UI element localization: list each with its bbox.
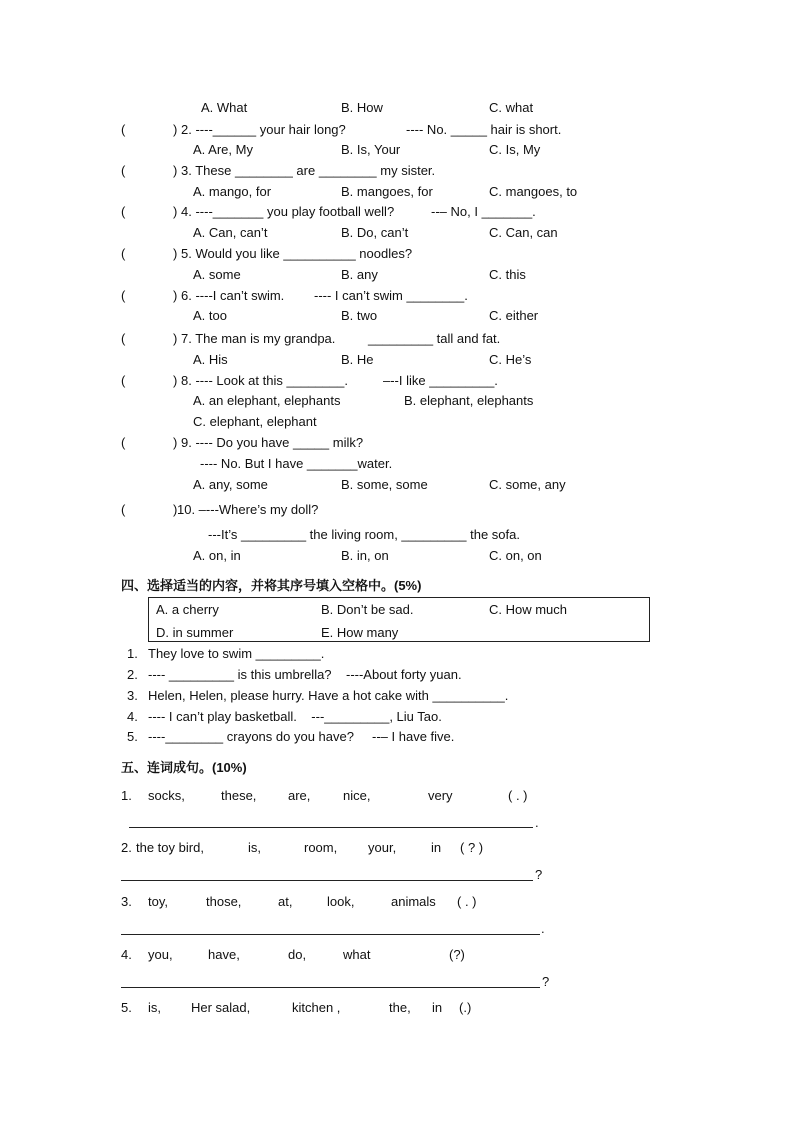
fill-item-number: 2.	[127, 667, 138, 682]
option-b: B. some, some	[341, 477, 428, 492]
question-reply: ---- I can’t swim ________.	[314, 288, 468, 303]
reorder-item-number: 2.	[121, 840, 132, 855]
reorder-word: ( ? )	[460, 840, 484, 855]
reorder-item-number: 3.	[121, 894, 132, 909]
fill-item-text: They love to swim _________.	[148, 646, 325, 661]
answer-paren-close: )	[173, 246, 178, 261]
answer-paren-close: )	[173, 122, 178, 137]
option-a: A. Are, My	[193, 142, 253, 157]
reorder-word: ( . )	[508, 788, 528, 803]
reorder-word: what	[343, 947, 371, 962]
reorder-word: very	[428, 788, 453, 803]
option-b: B. Do, can’t	[341, 225, 409, 240]
answer-paren-close: )	[173, 502, 178, 517]
fill-item-text: Helen, Helen, please hurry. Have a hot cake with __________.	[148, 688, 509, 703]
reorder-word: (.)	[459, 1000, 472, 1015]
choice-e: E. How many	[321, 625, 399, 640]
choice-c: C. How much	[489, 602, 568, 617]
option-a: A. an elephant, elephants	[193, 393, 341, 408]
option-a: A. on, in	[193, 548, 241, 563]
question-reply: _________ tall and fat.	[368, 331, 501, 346]
option-a: A. mango, for	[193, 184, 272, 199]
fill-item-number: 1.	[127, 646, 138, 661]
option-b: B. two	[341, 308, 378, 323]
reorder-word: are,	[288, 788, 311, 803]
answer-paren-open: (	[121, 163, 126, 178]
answer-paren-open: (	[121, 288, 126, 303]
option-a: A. His	[193, 352, 228, 367]
option-b: B. mangoes, for	[341, 184, 433, 199]
fill-item-text: ---- I can’t play basketball. ---_________, Liu Tao.	[148, 709, 442, 724]
answer-paren-close: )	[173, 163, 178, 178]
answer-paren-open: (	[121, 246, 126, 261]
fill-item-number: 5.	[127, 729, 138, 744]
reorder-word: (?)	[449, 947, 465, 962]
reorder-word: your,	[368, 840, 397, 855]
question-reply: ---It’s _________ the living room, _________ the sofa.	[208, 527, 520, 542]
choice-b: B. Don’t be sad.	[321, 602, 414, 617]
option-c: C. this	[489, 267, 526, 282]
reorder-word: those,	[206, 894, 242, 909]
answer-paren-open: (	[121, 122, 126, 137]
answer-paren-open: (	[121, 435, 126, 450]
q1-option-c: C. what	[489, 100, 534, 115]
reorder-word: animals	[391, 894, 436, 909]
fill-item-number: 4.	[127, 709, 138, 724]
question-stem: 2. ----______ your hair long?	[181, 122, 346, 137]
question-stem: 5. Would you like __________ noodles?	[181, 246, 413, 261]
reorder-word: is,	[148, 1000, 161, 1015]
reorder-word: kitchen ,	[292, 1000, 341, 1015]
answer-paren-close: )	[173, 204, 178, 219]
q1-option-a: A. What	[201, 100, 248, 115]
reorder-word: nice,	[343, 788, 371, 803]
option-b: B. Is, Your	[341, 142, 401, 157]
answer-paren-close: )	[173, 331, 178, 346]
answer-line-end: ?	[535, 867, 543, 882]
reorder-word: in	[431, 840, 442, 855]
answer-line-end: ?	[542, 974, 550, 989]
option-b: B. elephant, elephants	[404, 393, 534, 408]
option-c: C. either	[489, 308, 539, 323]
reorder-word: socks,	[148, 788, 185, 803]
fill-item-text: ---- _________ is this umbrella? ----About forty yuan.	[148, 667, 462, 682]
option-c: C. mangoes, to	[489, 184, 578, 199]
option-b: B. in, on	[341, 548, 389, 563]
answer-paren-close: )	[173, 288, 178, 303]
reorder-word: the toy bird,	[136, 840, 204, 855]
option-c: C. He’s	[489, 352, 532, 367]
answer-paren-close: )	[173, 435, 178, 450]
option-b: B. He	[341, 352, 374, 367]
option-a: A. any, some	[193, 477, 268, 492]
reorder-word: do,	[288, 947, 307, 962]
fill-item-number: 3.	[127, 688, 138, 703]
answer-line[interactable]	[129, 827, 533, 828]
answer-paren-open: (	[121, 373, 126, 388]
option-c: C. on, on	[489, 548, 542, 563]
question-reply: ---- No. But I have _______water.	[200, 456, 393, 471]
question-stem: 10. –---Where’s my doll?	[177, 502, 319, 517]
reorder-word: is,	[248, 840, 261, 855]
option-c: C. some, any	[489, 477, 566, 492]
option-a: A. some	[193, 267, 241, 282]
answer-paren-open: (	[121, 204, 126, 219]
question-stem: 6. ----I can’t swim.	[181, 288, 285, 303]
question-stem: 4. ----_______ you play football well?	[181, 204, 395, 219]
answer-line[interactable]	[121, 934, 540, 935]
reorder-word: ( . )	[457, 894, 477, 909]
option-c: C. elephant, elephant	[193, 414, 317, 429]
question-stem: 3. These ________ are ________ my sister.	[181, 163, 436, 178]
choice-d: D. in summer	[156, 625, 234, 640]
reorder-item-number: 5.	[121, 1000, 132, 1015]
option-c: C. Can, can	[489, 225, 558, 240]
fill-item-text: ----________ crayons do you have? --– I have five.	[148, 729, 455, 744]
option-a: A. Can, can’t	[193, 225, 268, 240]
reorder-word: you,	[148, 947, 173, 962]
reorder-word: have,	[208, 947, 240, 962]
q1-option-b: B. How	[341, 100, 383, 115]
reorder-word: in	[432, 1000, 443, 1015]
reorder-item-number: 1.	[121, 788, 132, 803]
answer-line-end: .	[535, 815, 539, 830]
reorder-item-number: 4.	[121, 947, 132, 962]
question-stem: 8. ---- Look at this ________.	[181, 373, 348, 388]
reorder-word: Her salad,	[191, 1000, 251, 1015]
question-reply: –--I like _________.	[383, 373, 498, 388]
reorder-word: the,	[389, 1000, 411, 1015]
reorder-word: these,	[221, 788, 257, 803]
option-b: B. any	[341, 267, 378, 282]
answer-line[interactable]	[121, 987, 540, 988]
question-reply: --– No, I _______.	[431, 204, 536, 219]
answer-paren-close: )	[173, 373, 178, 388]
option-c: C. Is, My	[489, 142, 541, 157]
reorder-word: room,	[304, 840, 338, 855]
section-4-title: 四、选择适当的内容，并将其序号填入空格中。(5%)	[121, 578, 422, 593]
option-a: A. too	[193, 308, 227, 323]
answer-paren-open: (	[121, 502, 126, 517]
section-5-title: 五、连词成句。(10%)	[121, 760, 247, 775]
reorder-word: look,	[327, 894, 355, 909]
question-stem: 9. ---- Do you have _____ milk?	[181, 435, 364, 450]
reorder-word: at,	[278, 894, 293, 909]
answer-paren-open: (	[121, 331, 126, 346]
reorder-word: toy,	[148, 894, 168, 909]
answer-line-end: .	[541, 921, 545, 936]
question-reply: ---- No. _____ hair is short.	[406, 122, 562, 137]
question-stem: 7. The man is my grandpa.	[181, 331, 336, 346]
answer-line[interactable]	[121, 880, 533, 881]
choice-a: A. a cherry	[156, 602, 219, 617]
